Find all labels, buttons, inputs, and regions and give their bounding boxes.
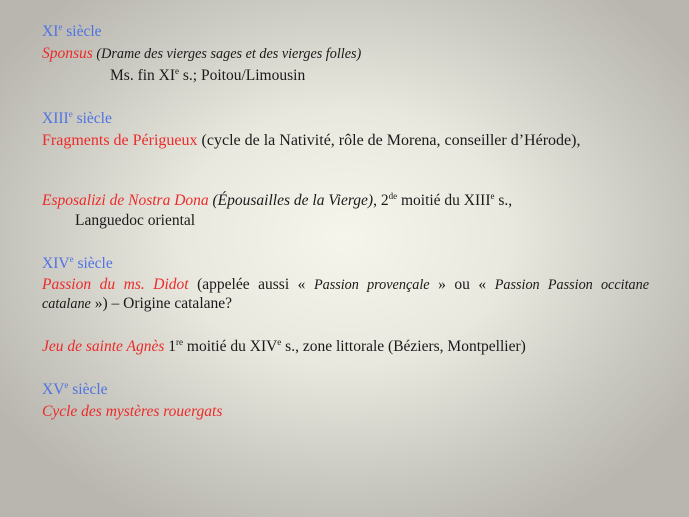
heading-roman: XV (42, 381, 65, 398)
heading-xiii-siecle (42, 110, 112, 128)
sponsus-subtitle: (Drame des vierges sages et des vierges folles) (92, 46, 362, 62)
entry-sponsus (42, 45, 361, 63)
entry-cycle-rouergats (42, 403, 222, 421)
heading-roman: XIV (42, 255, 70, 272)
heading-text: siècle (62, 23, 102, 40)
passion-b: Passion provençale (313, 277, 430, 293)
fragments-title: Fragments de Périgueux (42, 132, 198, 149)
agnes-a: 1 (164, 338, 177, 355)
heading-roman: XI (42, 23, 59, 40)
passion-e: catalane (42, 296, 91, 312)
fragments-desc: (cycle de la Nativité, rôle de Morena, conseiller d’Hérode), (197, 132, 581, 149)
sponsus-title: Sponsus (42, 45, 93, 62)
agnes-title: Jeu de sainte Agnès (42, 338, 165, 355)
passion-c: » ou « (438, 276, 487, 293)
esposalizi-paren: (Épousailles de la Vierge) (208, 192, 374, 209)
heading-xv-siecle (42, 381, 108, 399)
agnes-b: moitié du XIV (183, 338, 278, 355)
ms-suffix: s.; Poitou/Limousin (179, 67, 306, 84)
heading-xiv-siecle (42, 255, 113, 273)
esposalizi-date-b: moitié du XIII (397, 192, 491, 209)
heading-roman: XIII (42, 110, 69, 127)
heading-text: siècle (68, 381, 108, 398)
entry-agnes (42, 338, 526, 356)
esposalizi-region-text: Languedoc oriental (75, 212, 196, 229)
passion-f: ») – Origine catalane? (90, 295, 233, 312)
entry-passion-line1 (42, 276, 649, 294)
heading-sup: e (68, 109, 73, 119)
heading-sup: e (58, 22, 63, 32)
esposalizi-date-sup2: e (490, 191, 495, 201)
heading-text: siècle (72, 110, 112, 127)
esposalizi-date-c: s., (494, 192, 513, 209)
esposalizi-date-sup1: de (388, 191, 398, 201)
heading-text: siècle (73, 255, 113, 272)
sponsus-ms (110, 67, 305, 85)
cycle-title: Cycle des mystères rouergats (42, 403, 223, 420)
heading-xi-siecle (42, 23, 102, 41)
passion-d: Passion Passion occitane (494, 277, 650, 293)
agnes-sup1: re (176, 337, 184, 347)
passion-a: (appelée aussi « (197, 276, 306, 293)
heading-sup: e (64, 380, 69, 390)
ms-prefix: Ms. fin XI (110, 67, 176, 84)
ms-sup: e (175, 66, 180, 76)
heading-sup: e (69, 254, 74, 264)
entry-passion-line2 (42, 295, 232, 313)
esposalizi-title: Esposalizi de Nostra Dona (42, 192, 209, 209)
entry-esposalizi (42, 192, 512, 210)
entry-fragments (42, 132, 580, 150)
esposalizi-date-a: , 2 (373, 192, 389, 209)
agnes-sup2: e (277, 337, 282, 347)
esposalizi-region (75, 212, 195, 230)
agnes-c: s., zone littorale (Béziers, Montpellier) (281, 338, 526, 355)
passion-title: Passion du ms. Didot (42, 276, 189, 293)
